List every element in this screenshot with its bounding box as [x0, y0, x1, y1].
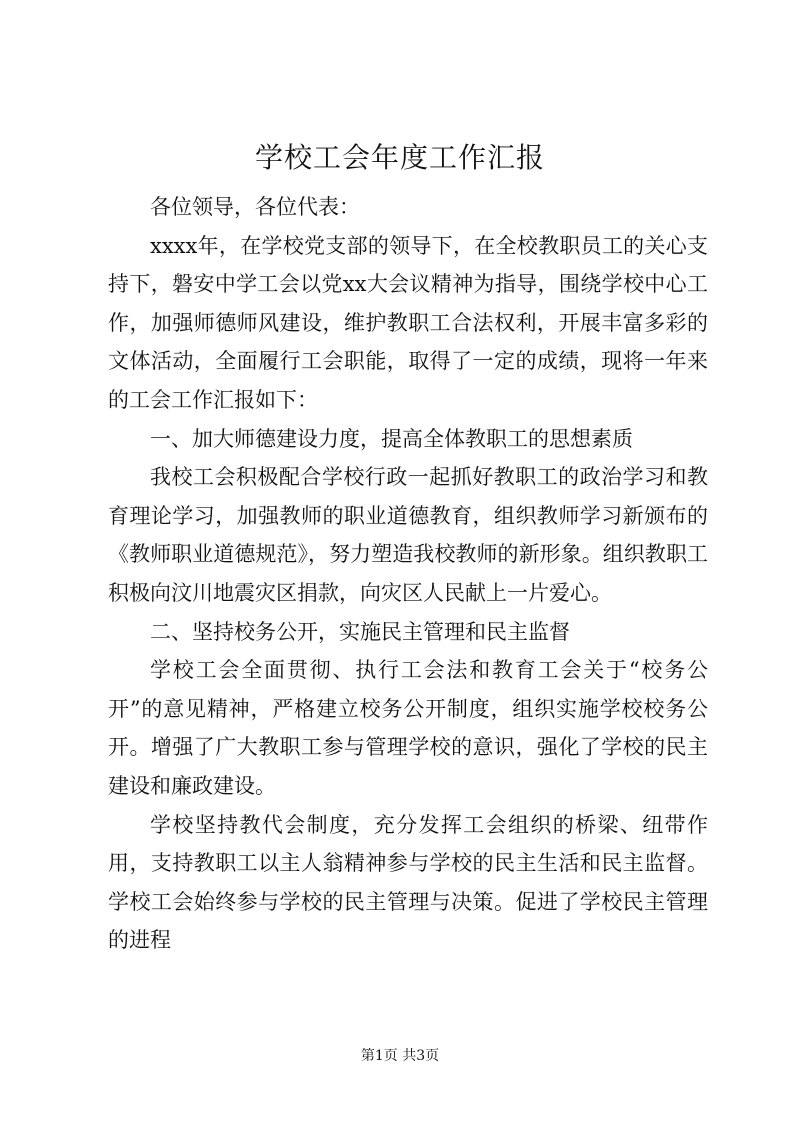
- section-1-paragraph: 我校工会积极配合学校行政一起抓好教职工的政治学习和教育理论学习，加强教师的职业道德教育，组织教师学习新颁布的《教师职业道德规范》，努力塑造我校教师的新形象。组织教职工积极向汶川地震灾区捐款，向灾区人民献上一片爱心。: [108, 465, 708, 605]
- section-heading-2: 二、坚持校务公开，实施民主管理和民主监督: [150, 619, 570, 644]
- salutation: 各位领导，各位代表：: [150, 195, 360, 219]
- document-body: [108, 188, 708, 960]
- section-heading-1: 一、加大师德建设力度，提高全体教职工的思想素质: [150, 426, 633, 451]
- section-2-paragraph-1: 学校工会全面贯彻、执行工会法和教育工会关于“校务公开”的意见精神，严格建立校务公开制度，组织实施学校校务公开。增强了广大教职工参与管理学校的意识，强化了学校的民主建设和廉政建设。: [108, 658, 708, 798]
- section-2-paragraph-2: 学校坚持教代会制度，充分发挥工会组织的桥梁、纽带作用，支持教职工以主人翁精神参与学校的民主生活和民主监督。学校工会始终参与学校的民主管理与决策。促进了学校民主管理的进程: [108, 812, 708, 953]
- page-number-footer: 第1页 共3页: [360, 1048, 440, 1064]
- document-title: 学校工会年度工作汇报: [254, 141, 545, 174]
- intro-paragraph: xxxx年，在学校党支部的领导下，在全校教职员工的关心支持下，磐安中学工会以党xx大会议精神为指导，围绕学校中心工作，加强师德师风建设，维护教职工合法权利，开展丰富多彩的文体活动，全面履行工会职能，取得了一定的成绩，现将一年来的工会工作汇报如下：: [108, 233, 708, 412]
